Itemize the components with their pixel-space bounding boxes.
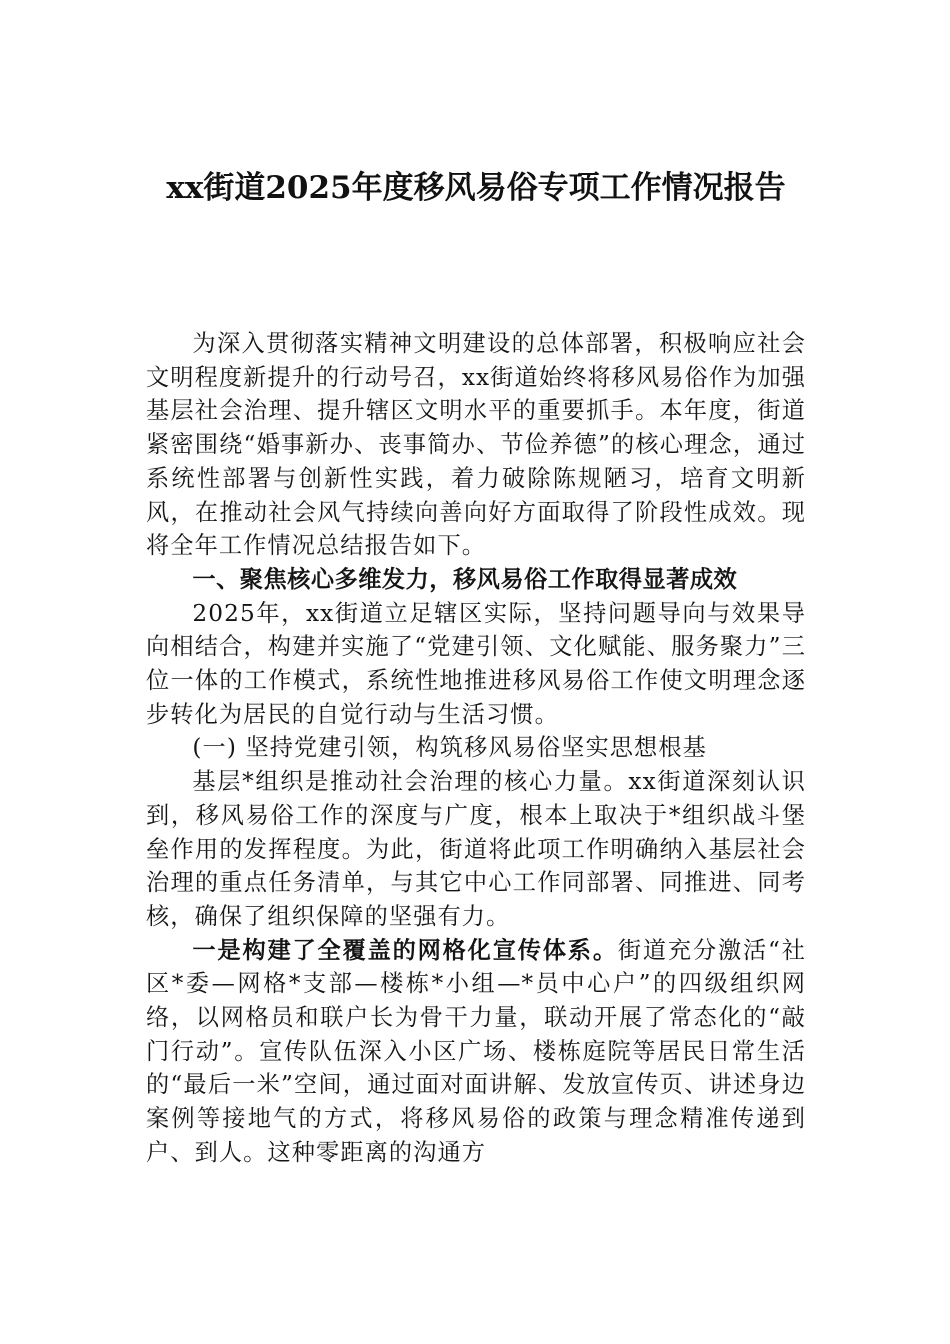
- subsection-1-paragraph: 基层*组织是推动社会治理的核心力量。xx街道深刻认识到，移风易俗工作的深度与广度，根本上取决于*组织战斗堡垒作用的发挥程度。为此，街道将此项工作明确纳入基层社会治理的重点任务清单，与其它中心工作同部署、同推进、同考核，确保了组织保障的坚强有力。: [146, 768, 806, 930]
- point-1-lead: 一是构建了全覆盖的网格化宣传体系。: [192, 936, 618, 964]
- point-1-body: 街道充分激活“社区*委—网格*支部—楼栋*小组—*员中心户”的四级组织网络，以网格员和联户长为骨干力量，联动开展了常态化的“敲门行动”。宣传队伍深入小区广场、楼栋庭院等居民日常生活的“最后一米”空间，通过面对面讲解、发放宣传页、讲述身边案例等接地气的方式，将移风易俗的政策与理念精准传递到户、到人。这种零距离的沟通方: [146, 936, 807, 1166]
- subsection-1-heading: (一) 坚持党建引领，构筑移风易俗坚实思想根基: [192, 734, 707, 762]
- section-1-heading: 一、聚焦核心多维发力，移风易俗工作取得显著成效: [192, 565, 738, 593]
- point-1-paragraph: [146, 934, 806, 1170]
- document-title: xx街道2025年度移风易俗专项工作情况报告: [166, 170, 786, 206]
- document-body: [146, 327, 806, 1170]
- intro-paragraph: 为深入贯彻落实精神文明建设的总体部署，积极响应社会文明程度新提升的行动号召，xx街道始终将移风易俗作为加强基层社会治理、提升辖区文明水平的重要抓手。本年度，街道紧密围绕“婚事新办、丧事简办、节俭养德”的核心理念，通过系统性部署与创新性实践，着力破除陈规陋习，培育文明新风，在推动社会风气持续向善向好方面取得了阶段性成效。现将全年工作情况总结报告如下。: [146, 330, 806, 560]
- section-1-paragraph: 2025年，xx街道立足辖区实际，坚持问题导向与效果导向相结合，构建并实施了“党建引领、文化赋能、服务聚力”三位一体的工作模式，系统性地推进移风易俗工作使文明理念逐步转化为居民的自觉行动与生活习惯。: [146, 599, 806, 728]
